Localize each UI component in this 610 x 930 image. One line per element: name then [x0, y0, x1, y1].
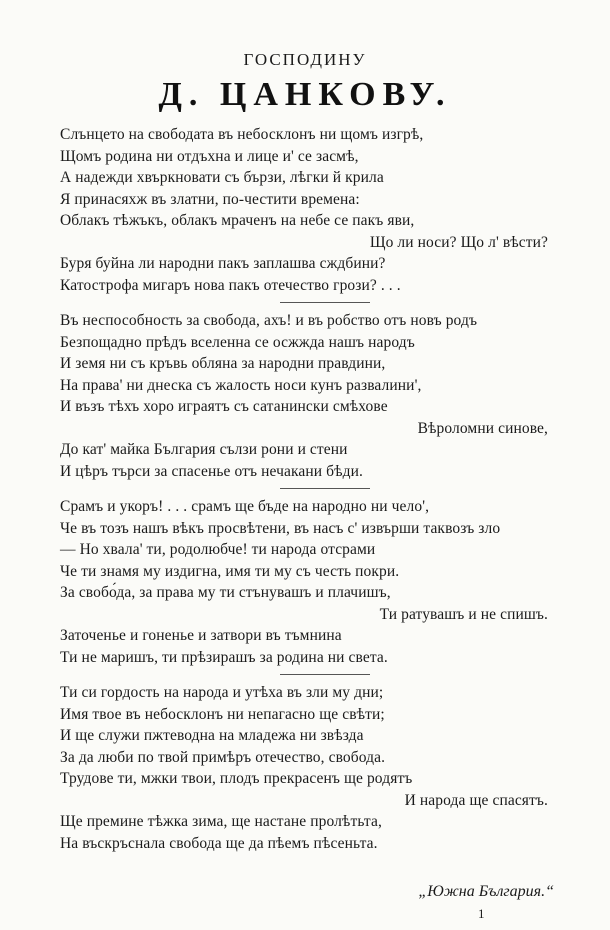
- stanza-divider: [60, 482, 550, 496]
- stanza-2: [60, 310, 550, 482]
- poem-line: За свобо́да, за права му ти стънувашъ и плачишъ,: [60, 584, 391, 601]
- poem: [60, 124, 550, 854]
- poem-line-refrain: Вѣроломни синове,: [417, 419, 548, 437]
- poem-line: Я принасяхж въ златни, по-честити времена:: [60, 190, 360, 208]
- poem-line: И ще служи пжтеводна на младежа ни звѣзда: [60, 727, 364, 744]
- poem-line-refrain: Ти ратувашъ и не спишъ.: [379, 605, 548, 623]
- poem-line: На права' ни днеска съ жалость носи кунъ развалини',: [60, 376, 422, 394]
- poem-line: Облакъ тѣжъкъ, облакъ мраченъ на небе се пакъ яви,: [60, 212, 415, 229]
- poem-line: Имя твое въ небосклонъ ни непагасно ще свѣти;: [60, 705, 385, 723]
- poem-line: Буря буйна ли народни пакъ заплашва сждбини?: [60, 255, 386, 272]
- poem-line: Слънцето на свободата въ небосклонъ ни щомъ изгрѣ,: [60, 126, 424, 143]
- poem-line: Че въ тозъ нашъ вѣкъ просвѣтени, въ насъ с' извърши таквозъ зло: [60, 519, 501, 537]
- poem-line: Ти не маришъ, ти прѣзирашъ за родина ни света.: [60, 648, 388, 666]
- stanza-1: [60, 124, 550, 296]
- poem-line: За да люби по твой примѣръ отечество, свобода.: [60, 748, 386, 766]
- poem-line: Че ти знамя му издигна, имя ти му съ честь покри.: [60, 562, 400, 580]
- poem-line: И цѣръ търси за спасенье отъ нечакани бѣди.: [60, 462, 363, 480]
- stanza-3: [60, 496, 550, 668]
- poem-line: Заточенье и гоненье и затвори въ тъмнина: [60, 627, 342, 644]
- salutation: ГОСПОДИНУ: [243, 50, 367, 69]
- poem-line: И земя ни съ кръвь обляна за народни правдини,: [60, 355, 386, 372]
- poem-line: Въ неспособность за свобода, ахъ! и въ робство отъ новъ родъ: [60, 312, 478, 329]
- addressee-name: Д. ЦАНКОВУ.: [158, 76, 452, 113]
- poem-line: На въскръснала свобода ще да пѣемъ пѣсеньта.: [60, 834, 378, 852]
- poem-line: Ти си гордость на народа и утѣха въ зли му дни;: [60, 684, 384, 701]
- poem-line: А надежди хвъркновати съ бързи, лѣгки й крила: [60, 169, 384, 186]
- poem-line-refrain: Що ли носи? Що л' вѣсти?: [369, 233, 548, 251]
- poem-line: Катострофа мигаръ нова пакъ отечество грози? . . .: [60, 276, 401, 294]
- poem-line: До кат' майка България сълзи рони и стени: [60, 441, 348, 458]
- source-attribution: „Южна България.“: [418, 883, 554, 900]
- poem-line: Срамъ и укоръ! . . . срамъ ще бъде на народно ни чело',: [60, 498, 430, 515]
- poem-line: Трудове ти, мжки твои, плодъ прекрасенъ ще родятъ: [60, 770, 413, 787]
- stanza-4: [60, 682, 550, 854]
- page-number: 1: [478, 906, 485, 921]
- poem-line: И възъ тѣхъ хоро играятъ съ сатанински смѣхове: [60, 398, 388, 415]
- stanza-divider: [60, 296, 550, 310]
- poem-line: — Но хвала' ти, родолюбче! ти народа отсрами: [60, 541, 376, 558]
- poem-line: Ще премине тѣжка зима, ще настане пролѣтьта,: [60, 813, 382, 830]
- stanza-divider: [60, 668, 550, 682]
- poem-line: Щомъ родина ни отдъхна и лице и' се засмѣ,: [60, 147, 359, 165]
- poem-line-refrain: И народа ще спасятъ.: [404, 791, 548, 809]
- poem-line: Безпощадно прѣдъ вселенна се осжжда нашъ народъ: [60, 333, 415, 351]
